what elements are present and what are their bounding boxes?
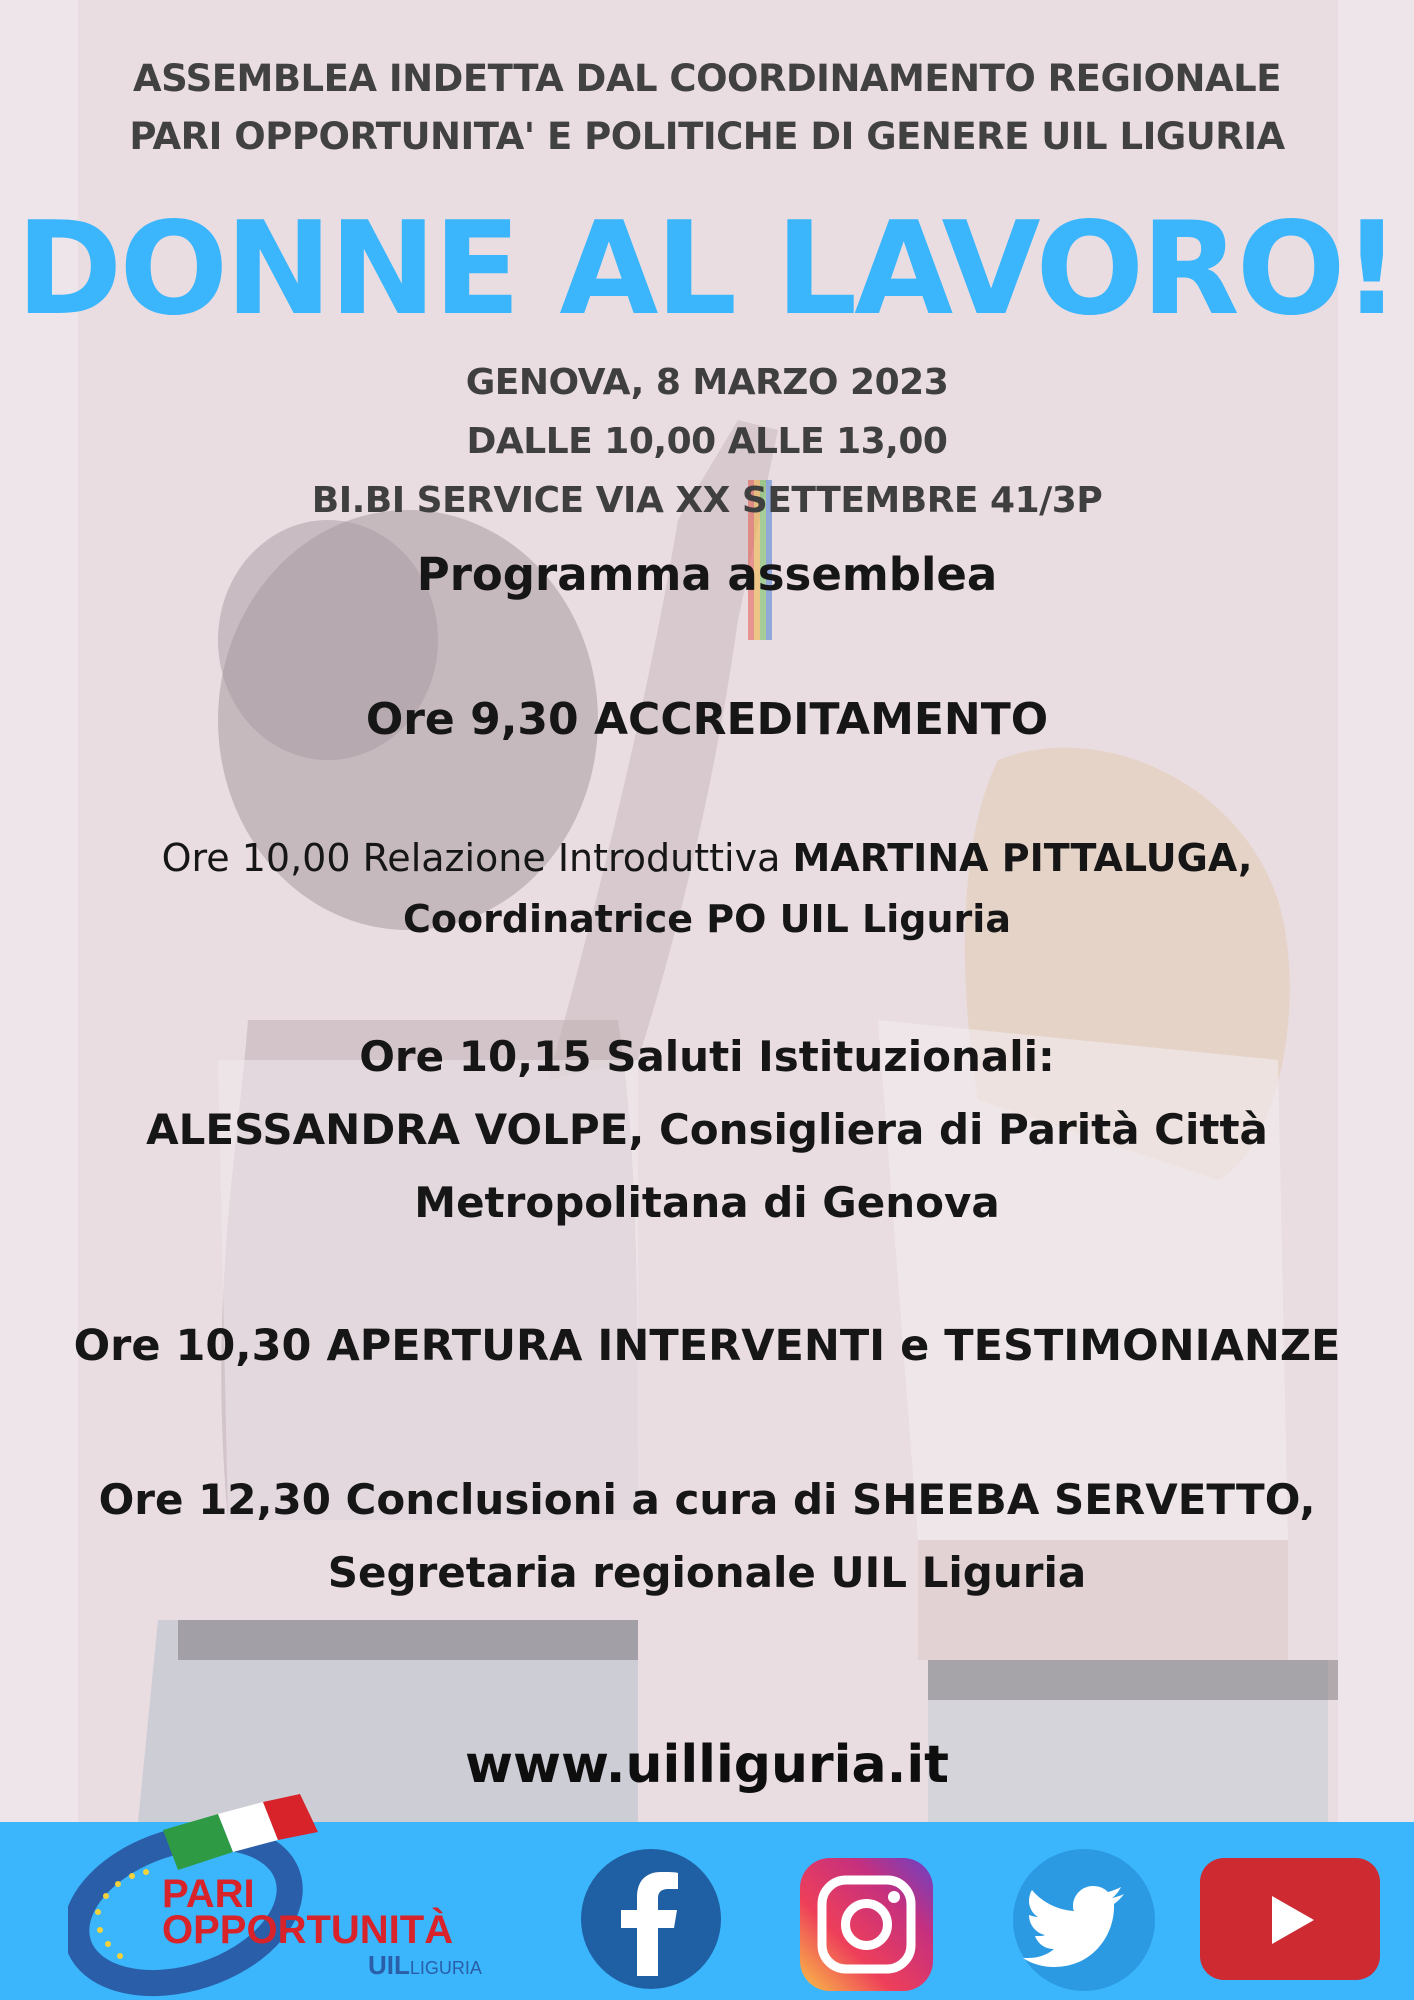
- speaker-role-volpe-cont: Metropolitana di Genova: [414, 1178, 1000, 1227]
- speaker-name-volpe: ALESSANDRA VOLPE: [146, 1105, 629, 1154]
- header-line-2: PARI OPPORTUNITA' E POLITICHE DI GENERE UIL LIGURIA: [129, 115, 1285, 158]
- program-item-interventions: Ore 10,30 APERTURA INTERVENTI e TESTIMONIANZE: [73, 1321, 1341, 1371]
- speaker-role-volpe: , Consigliera di Parità Città: [628, 1105, 1268, 1154]
- logo-text-uil: [368, 1952, 482, 1983]
- website-link[interactable]: www.uilliguria.it: [464, 1735, 950, 1795]
- speaker-name-servetto: SHEEBA SERVETTO,: [852, 1475, 1316, 1524]
- greetings-line: Ore 10,15 Saluti Istituzionali:: [359, 1032, 1055, 1081]
- logo-brand: UIL: [368, 1950, 410, 1980]
- program-title: Programma assemblea: [416, 548, 998, 601]
- program-item-conclusions: [0, 1463, 1414, 1609]
- conclusions-line: [0, 1463, 1414, 1536]
- facebook-icon[interactable]: [580, 1848, 722, 1990]
- pari-opportunita-logo: [68, 1792, 508, 2000]
- main-title: DONNE AL LAVORO!: [16, 195, 1398, 344]
- event-details: [0, 353, 1414, 530]
- intro-report-line: [0, 828, 1414, 889]
- program-item-greetings: [0, 1020, 1414, 1239]
- speaker-name-pittaluga: MARTINA PITTALUGA,: [792, 836, 1253, 880]
- program-item-intro-report: [0, 828, 1414, 950]
- event-date: GENOVA, 8 MARZO 2023: [465, 362, 949, 403]
- logo-text-opportunita: OPPORTUNITÀ: [162, 1908, 454, 1952]
- assembly-header: [0, 50, 1414, 166]
- event-time: DALLE 10,00 ALLE 13,00: [466, 421, 948, 462]
- youtube-icon[interactable]: [1200, 1858, 1380, 1980]
- greetings-speaker-line: [0, 1093, 1414, 1166]
- twitter-icon[interactable]: [1012, 1848, 1156, 1992]
- logo-text-pari: PARI: [162, 1872, 255, 1916]
- conclusions-time: Ore 12,30: [98, 1475, 331, 1524]
- header-line-1: ASSEMBLEA INDETTA DAL COORDINAMENTO REGIONALE: [132, 57, 1281, 100]
- event-venue: BI.BI SERVICE VIA XX SETTEMBRE 41/3P: [311, 480, 1103, 521]
- speaker-role-servetto: Segretaria regionale UIL Liguria: [327, 1548, 1087, 1597]
- instagram-icon[interactable]: [800, 1858, 933, 1991]
- conclusions-text: Conclusioni a cura di: [330, 1475, 853, 1524]
- speaker-role-pittaluga: Coordinatrice PO UIL Liguria: [403, 897, 1011, 941]
- logo-brand-region: LIGURIA: [409, 1958, 482, 1978]
- program-item-accreditation: Ore 9,30 ACCREDITAMENTO: [365, 694, 1049, 745]
- intro-report-prefix: Ore 10,00 Relazione Introduttiva: [161, 836, 793, 880]
